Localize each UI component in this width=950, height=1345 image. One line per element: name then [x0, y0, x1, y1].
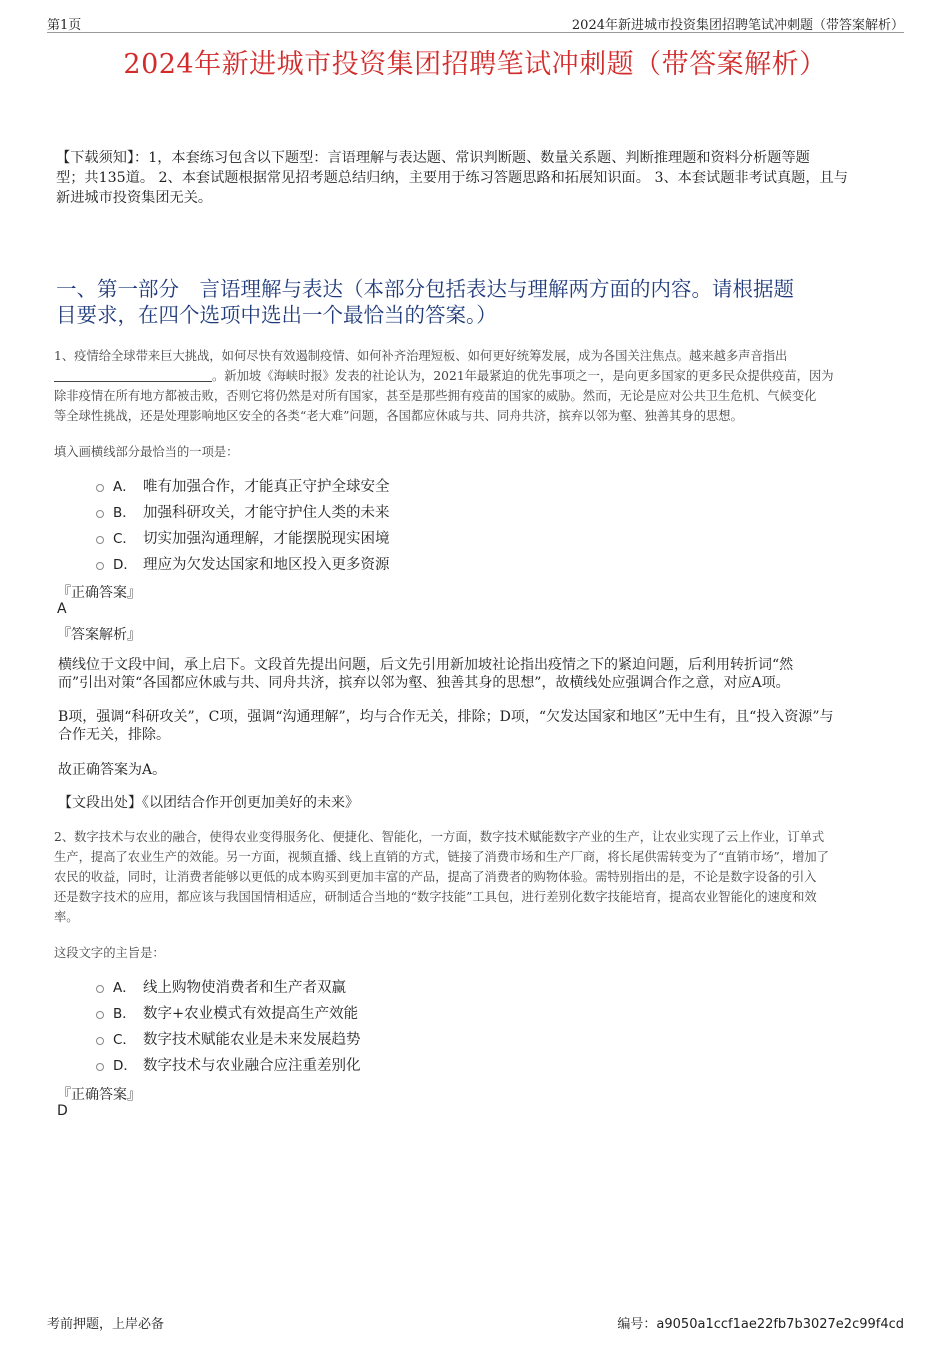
question-line: 。新加坡《海峡时报》发表的社论认为，2021年最紧迫的优先事项之一，是向更多国家的更多民众提供疫苗，因为 [54, 366, 899, 386]
option-letter: A． [113, 479, 136, 495]
section-heading-line: 一、第一部分 言语理解与表达（本部分包括表达与理解两方面的内容。请根据题 [56, 277, 794, 301]
analysis-paragraph [58, 708, 894, 744]
radio-icon[interactable] [96, 562, 104, 570]
option-text: 数字+农业模式有效提高生产效能 [143, 1005, 359, 1022]
question-line: 还是数字技术的应用，都应该与我国国情相适应，研制适合当地的“数字技能”工具包，进行差别化数字技能培育，提高农业智能化的速度和效 [54, 890, 817, 904]
option-text: 唯有加强合作，才能真正守护全球安全 [143, 478, 390, 495]
question-line: 率。 [54, 910, 79, 924]
q2-option-b[interactable] [96, 1001, 358, 1023]
header-doc-title: 2024年新进城市投资集团招聘笔试冲刺题（带答案解析） [571, 18, 904, 33]
radio-icon[interactable] [96, 985, 104, 993]
radio-icon[interactable] [96, 1011, 104, 1019]
option-letter: B． [113, 1006, 136, 1022]
header-divider [47, 32, 904, 33]
question-line: 等全球性挑战，还是处理影响地区安全的各类“老大难”问题，各国都应休戚与共、同舟共济，摈弃以邻为壑、独善其身的思想。 [54, 409, 743, 423]
footer-code [617, 1313, 904, 1332]
notice-line: 【下载须知】：1，本套练习包含以下题型：言语理解与表达题、常识判断题、数量关系题、判断推理题和资料分析题等题 [56, 150, 810, 166]
analysis-conclusion: 故正确答案为A。 [58, 762, 167, 778]
fill-blank [54, 367, 212, 382]
option-letter: D． [113, 1058, 137, 1074]
question-line: 除非疫情在所有地方都被击败，否则它将仍然是对所有国家，甚至是那些拥有疫苗的国家的威胁。然而，无论是应对公共卫生危机、气候变化 [54, 389, 817, 403]
correct-answer: A [57, 601, 67, 617]
answer-label: 『正确答案』 [57, 1087, 141, 1103]
question-1-text [54, 346, 899, 426]
radio-icon[interactable] [96, 1037, 104, 1045]
analysis-line: B项，强调“科研攻关”，C项，强调“沟通理解”，均与合作无关，排除；D项，“欠发达国家和地区”无中生有，且“投入资源”与 [58, 709, 834, 725]
question-line: 生产，提高了农业生产的效能。另一方面，视频直播、线上直销的方式，链接了消费市场和生产厂商，将长尾供需转变为了“直销市场”，增加了 [54, 850, 829, 864]
source-citation: 【文段出处】《以团结合作开创更加美好的未来》 [58, 795, 359, 811]
footer-code-label: 编号： [617, 1317, 657, 1332]
option-text: 加强科研攻关，才能守护住人类的未来 [143, 504, 390, 521]
option-text: 理应为欠发达国家和地区投入更多资源 [143, 556, 390, 573]
page-title: 2024年新进城市投资集团招聘笔试冲刺题（带答案解析） [123, 49, 827, 80]
question-2-prompt: 这段文字的主旨是： [54, 946, 165, 960]
footer-code-value: a9050a1ccf1ae22fb7b3027e2c99f4cd [656, 1317, 904, 1332]
option-text: 线上购物使消费者和生产者双赢 [143, 979, 346, 996]
section-heading-line: 目要求，在四个选项中选出一个最恰当的答案。） [56, 303, 497, 327]
question-line: 2、数字技术与农业的融合，使得农业变得服务化、便捷化、智能化，一方面，数字技术赋能数字产业的生产，让农业实现了云上作业，订单式 [54, 830, 825, 844]
download-notice [56, 148, 901, 208]
question-1-prompt: 填入画横线部分最恰当的一项是： [54, 445, 239, 459]
section-heading [56, 276, 901, 328]
option-letter: C． [113, 1032, 136, 1048]
analysis-paragraph [58, 656, 894, 692]
analysis-line: 合作无关，排除。 [58, 727, 170, 743]
q2-option-a[interactable] [96, 975, 346, 997]
question-line: 农民的收益，同时，让消费者能够以更低的成本购买到更加丰富的产品，提高了消费者的购物体验。需特别指出的是，不论是数字设备的引入 [54, 870, 817, 884]
footer-slogan: 考前押题，上岸必备 [47, 1317, 165, 1332]
option-text: 数字技术与农业融合应注重差别化 [143, 1057, 361, 1074]
radio-icon[interactable] [96, 1063, 104, 1071]
notice-line: 新进城市投资集团无关。 [56, 190, 213, 206]
option-text: 切实加强沟通理解，才能摆脱现实困境 [143, 530, 390, 547]
q1-option-d[interactable] [96, 552, 390, 574]
q2-option-c[interactable] [96, 1027, 361, 1049]
option-letter: D． [113, 557, 137, 573]
page-number: 第1页 [47, 18, 82, 33]
option-letter: C． [113, 531, 136, 547]
radio-icon[interactable] [96, 484, 104, 492]
q1-option-b[interactable] [96, 500, 390, 522]
option-letter: B． [113, 505, 136, 521]
option-text: 数字技术赋能农业是未来发展趋势 [143, 1031, 361, 1048]
q1-option-c[interactable] [96, 526, 390, 548]
analysis-line: 横线位于文段中间，承上启下。文段首先提出问题，后文先引用新加坡社论指出疫情之下的紧迫问题，后利用转折词“然 [58, 657, 794, 673]
option-letter: A． [113, 980, 136, 996]
q2-option-d[interactable] [96, 1053, 361, 1075]
correct-answer: D [57, 1103, 68, 1119]
analysis-label: 『答案解析』 [57, 627, 141, 643]
question-2-text [54, 827, 899, 927]
radio-icon[interactable] [96, 536, 104, 544]
q1-option-a[interactable] [96, 474, 390, 496]
radio-icon[interactable] [96, 510, 104, 518]
answer-label: 『正确答案』 [57, 585, 141, 601]
question-line: 1、疫情给全球带来巨大挑战，如何尽快有效遏制疫情、如何补齐治理短板、如何更好统筹发展，成为各国关注焦点。越来越多声音指出 [54, 349, 788, 363]
analysis-line: 而”引出对策“各国都应休戚与共、同舟共济，摈弃以邻为壑、独善其身的思想”，故横线处应强调合作之意，对应A项。 [58, 675, 790, 691]
notice-line: 型；共135道。 2、本套试题根据常见招考题总结归纳，主要用于练习答题思路和拓展知识面。 3、本套试题非考试真题，且与 [56, 170, 848, 186]
